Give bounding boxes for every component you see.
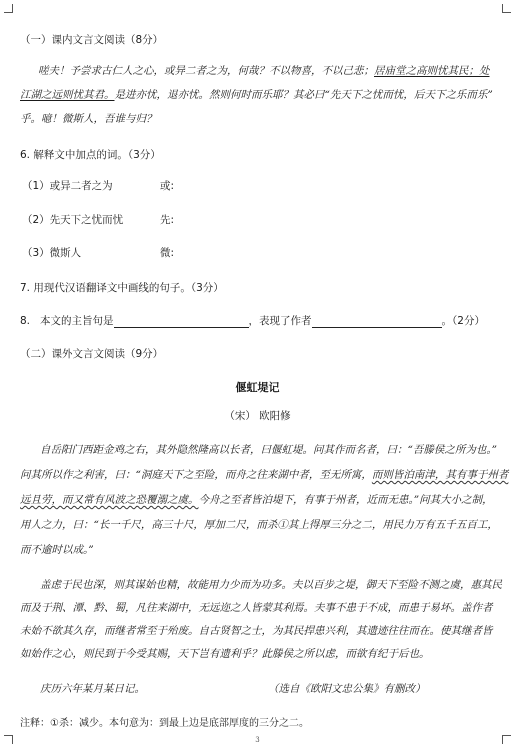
passage-1-line-3: 乎。噫！微斯人，吾谁与归？ [20, 113, 157, 125]
answer-blank-2[interactable] [312, 315, 442, 328]
passage-3-line: 而及于荆、潭、黔、蜀，凡往来湖中，无远迩之人皆蒙其利焉。夫事不患于不成，而患于易坏。盖作者 [20, 602, 493, 614]
question-8 [20, 313, 485, 328]
underlined-sentence: 江湖之远则忧其君。 [20, 89, 115, 101]
passage-3-line: 如始作之心，则民到于今受其赐，天下岂有遗利乎？此滕侯之所以虑，而欲有纪于后也。 [20, 648, 430, 660]
q6-item-2-word: 先: [160, 214, 175, 226]
passage-3-line: 未始不欲其久存，而继者常至于殆废。自古贤智之士，为其民捍患兴利，其遗迹往往而在。使其继者皆 [20, 625, 493, 637]
passage-2-line: 自岳阳门西距金鸡之右，其外隐然隆高以长者，曰偃虹堤。问其作而名者，曰：“吾滕侯之所为也。” [40, 444, 497, 456]
essay-date: 庆历六年某月某日记。 [40, 683, 145, 695]
question-6-stem: 6. 解释文中加点的词。（3分） [20, 149, 161, 161]
section-2-heading: （二）课外文言文阅读（9分） [20, 348, 164, 360]
passage-text: 嗟夫！予尝求古仁人之心，或异二者之为，何哉？不以物喜，不以己悲； [38, 65, 374, 77]
passage-3-line: 盖虑于民也深，则其谋始也精，故能用力少而为功多。夫以百步之堤，御天下至险不测之虞，惠其民 [40, 579, 502, 591]
crop-mark [4, 4, 13, 13]
question-8-text: ，表现了作者 [248, 315, 312, 327]
wavy-underlined-sentence: 远且劳，而又常有风波之恐覆溺之虞。 [20, 494, 199, 506]
answer-blank-1[interactable] [114, 315, 249, 328]
section-1-heading: （一）课内文言文阅读（8分） [20, 34, 164, 46]
essay-source: （选自《欧阳文忠公集》有删改） [268, 683, 426, 695]
passage-2-line [20, 492, 493, 507]
question-8-text: 本文的主旨句是 [40, 315, 114, 327]
crop-mark [502, 4, 511, 13]
q6-item-3-word: 微: [160, 247, 175, 259]
passage-2-line: 而不逾时以成。” [20, 544, 94, 556]
question-8-text: 。（2分） [441, 315, 485, 327]
wavy-underlined-sentence: 而则皆泊南津，其有事于州者 [371, 469, 509, 481]
essay-title: 偃虹堤记 [235, 381, 280, 394]
passage-1-line-1 [38, 63, 490, 78]
essay-author: （宋） 欧阳修 [224, 410, 291, 422]
passage-2-line [20, 467, 508, 482]
q6-item-3-label: （3）微斯人 [22, 247, 82, 259]
underlined-sentence: 居庙堂之高则忧其民；处 [374, 65, 490, 77]
passage-text: 是进亦忧，退亦忧。然则何时而乐耶？其必曰“先天下之忧而忧，后天下之乐而乐” [114, 89, 493, 101]
question-8-number: 8. [20, 315, 31, 327]
page-number: 3 [255, 736, 260, 744]
q6-item-2-label: （2）先天下之忧而忧 [22, 214, 124, 226]
q6-item-1-word: 或: [160, 180, 175, 192]
passage-2-line: 用人之力，曰：“长一千尺，高三十尺，厚加二尺，而杀①其上得厚三分之二，用民力万有五千五百工， [20, 519, 498, 531]
footnote: 注释：①杀：减少。本句意为：到最上边是底部厚度的三分之二。 [20, 718, 309, 729]
question-7-stem: 7. 用现代汉语翻译文中画线的句子。（3分） [20, 282, 224, 294]
passage-text: 问其所以作之利害，曰：“洞庭天下之至险，而舟之往来湖中者，至无所寓， [20, 469, 372, 481]
passage-text: 今舟之至者皆泊堤下，有事于州者，近而无患。”问其大小之制， [198, 494, 493, 506]
passage-1-line-2 [20, 87, 493, 102]
q6-item-1-label: （1）或异二者之为 [22, 180, 113, 192]
